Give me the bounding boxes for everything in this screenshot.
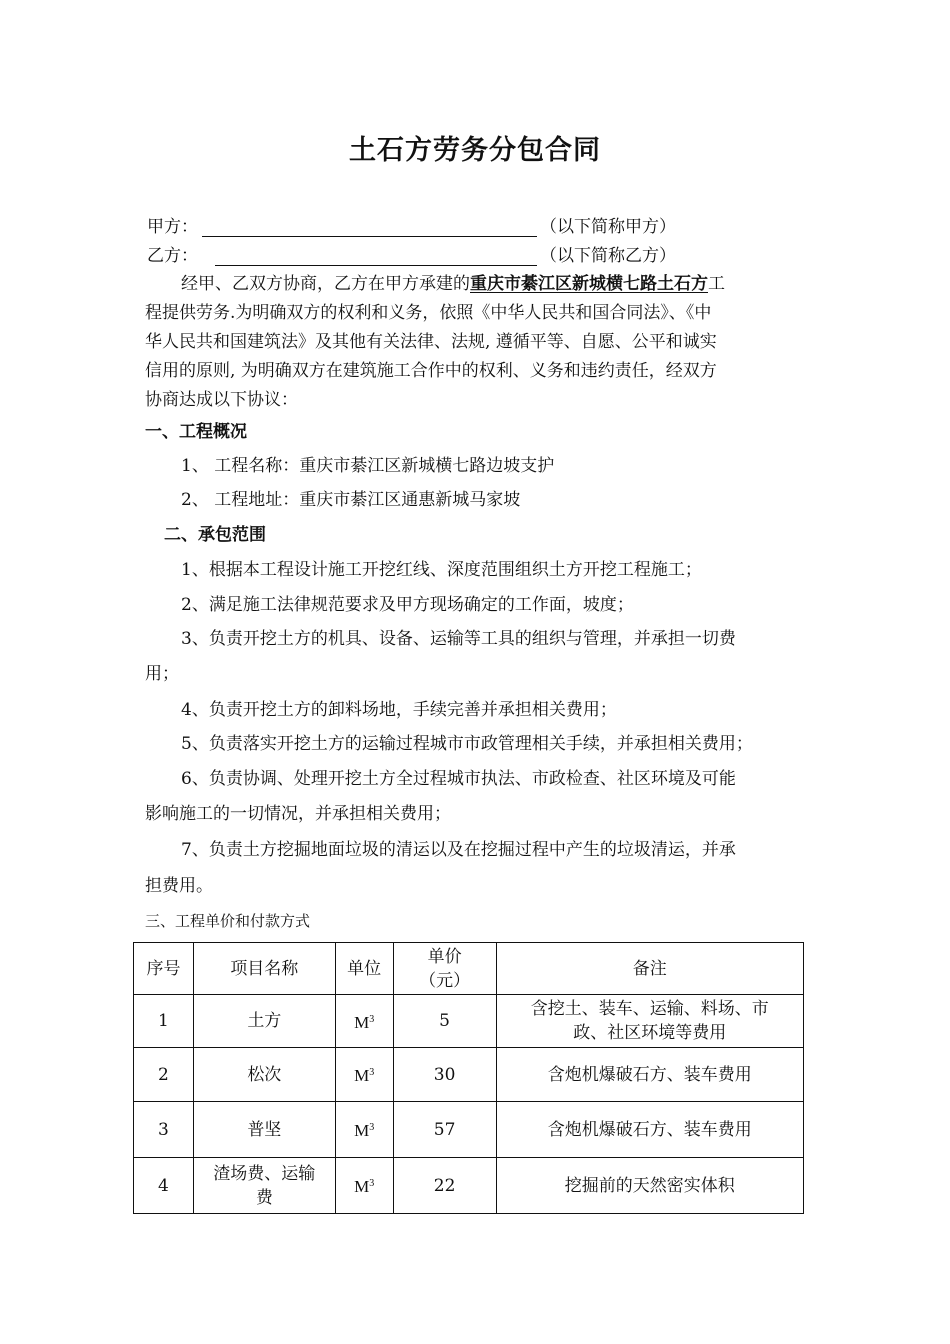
party-a-suffix: （以下简称甲方）: [540, 217, 676, 237]
section-2-heading: 二、承包范围: [164, 525, 266, 545]
unit-base: M: [354, 1177, 370, 1196]
name-line-2: 费: [255, 1187, 273, 1208]
project-name: 重庆市綦江区新城横七路土石方: [470, 274, 708, 294]
cell-unit: [335, 995, 393, 1048]
cell-no: 2: [134, 1048, 194, 1102]
unit-exponent: 3: [369, 1122, 375, 1133]
table-row: [134, 1158, 804, 1214]
header-price-line-2: （元）: [419, 970, 471, 991]
section-2-item-6: 6、负责协调、处理开挖土方全过程城市执法、市政检查、社区环境及可能: [181, 769, 736, 789]
intro-line-5: 协商达成以下协议：: [145, 390, 298, 410]
cell-unit: [335, 1048, 393, 1102]
unit-base: M: [354, 1012, 370, 1032]
cell-remark: 挖掘前的天然密实体积: [496, 1158, 803, 1214]
table-row: [134, 1102, 804, 1158]
header-name: 项目名称: [193, 943, 335, 995]
cell-name: 土方: [193, 995, 335, 1048]
header-unit: 单位: [335, 943, 393, 995]
party-a-blank: [202, 236, 537, 237]
cell-unit: [335, 1102, 393, 1158]
price-table: [133, 942, 804, 1214]
unit-base: M: [354, 1066, 370, 1085]
section-1-item-1: 1、 工程名称：重庆市綦江区新城横七路边坡支护: [181, 456, 555, 476]
intro-line-3: 华人民共和国建筑法》及其他有关法律、法规, 遵循平等、自愿、公平和诚实: [145, 332, 717, 352]
intro-line-1: [181, 272, 725, 296]
table-row: [134, 1048, 804, 1102]
section-2-item-7: 7、负责土方挖掘地面垃圾的清运以及在挖掘过程中产生的垃圾清运，并承: [181, 840, 736, 860]
cell-remark: 含炮机爆破石方、装车费用: [496, 1102, 803, 1158]
intro-line-2: 程提供劳务.为明确双方的权利和义务，依照《中华人民共和国合同法》、《中: [145, 303, 712, 323]
remark-line-1: 含挖土、装车、运输、料场、市: [530, 999, 769, 1019]
section-2-item-7-cont: 担费用。: [145, 876, 213, 896]
cell-name: 松次: [193, 1048, 335, 1102]
unit-exponent: 3: [369, 1067, 375, 1078]
party-b-blank: [215, 265, 537, 266]
cell-name: 普坚: [193, 1102, 335, 1158]
section-2-item-5: 5、负责落实开挖土方的运输过程城市市政管理相关手续，并承担相关费用；: [181, 734, 753, 754]
cell-price: 57: [393, 1102, 496, 1158]
intro-prefix: 经甲、乙双方协商，乙方在甲方承建的: [181, 274, 470, 294]
header-price: [393, 943, 496, 995]
unit-exponent: 3: [369, 1178, 375, 1189]
intro-suffix: 工: [708, 274, 725, 294]
cell-price: 30: [393, 1048, 496, 1102]
unit-exponent: 3: [369, 1013, 375, 1025]
party-a-label: 甲方：: [147, 217, 198, 237]
name-line-1: 渣场费、运输: [213, 1163, 316, 1184]
party-b-label: 乙方：: [147, 246, 198, 266]
section-2-item-4: 4、负责开挖土方的卸料场地，手续完善并承担相关费用；: [181, 700, 617, 720]
party-b-suffix: （以下简称乙方）: [540, 246, 676, 266]
cell-name: [193, 1158, 335, 1214]
header-price-line-1: 单价: [427, 946, 462, 967]
cell-price: 22: [393, 1158, 496, 1214]
cell-remark: 含炮机爆破石方、装车费用: [496, 1048, 803, 1102]
section-2-item-1: 1、根据本工程设计施工开挖红线、深度范围组织土方开挖工程施工；: [181, 560, 702, 580]
table-header-row: [134, 943, 804, 995]
unit-base: M: [354, 1121, 370, 1140]
cell-unit: [335, 1158, 393, 1214]
header-no: 序号: [134, 943, 194, 995]
section-1-item-2: 2、 工程地址：重庆市綦江区通惠新城马家坡: [181, 490, 521, 510]
section-2-item-3: 3、负责开挖土方的机具、设备、运输等工具的组织与管理，并承担一切费: [181, 629, 736, 649]
cell-no: 1: [134, 995, 194, 1048]
document-title: 土石方劳务分包合同: [349, 135, 601, 166]
section-1-heading: 一、工程概况: [145, 422, 247, 442]
header-remark: 备注: [496, 943, 803, 995]
section-2-item-2: 2、满足施工法律规范要求及甲方现场确定的工作面，坡度；: [181, 595, 634, 615]
cell-remark: [496, 995, 803, 1048]
remark-line-2: 政、社区环境等费用: [573, 1023, 727, 1043]
intro-line-4: 信用的原则, 为明确双方在建筑施工合作中的权利、义务和违约责任，经双方: [145, 361, 717, 381]
section-3-heading: 三、工程单价和付款方式: [145, 912, 311, 930]
section-2-item-6-cont: 影响施工的一切情况，并承担相关费用；: [145, 804, 451, 824]
table-row: [134, 995, 804, 1048]
section-2-item-3-cont: 用；: [145, 664, 179, 684]
cell-no: 4: [134, 1158, 194, 1214]
cell-price: 5: [393, 995, 496, 1048]
cell-no: 3: [134, 1102, 194, 1158]
